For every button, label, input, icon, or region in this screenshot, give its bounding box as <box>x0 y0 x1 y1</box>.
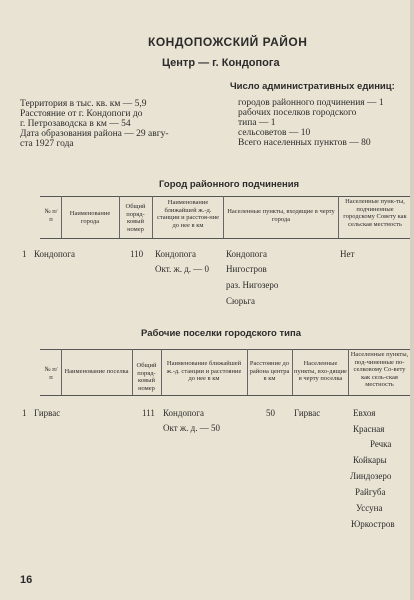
table1-cell-settlement: Сюрьга <box>226 296 256 306</box>
table2-header-subordinate: Населенные пункты, под-чиненные по-селковому Со-вету как сель-ская местность <box>350 351 409 388</box>
info-line: Территория в тыс. кв. км — 5,9 <box>20 99 147 109</box>
table2-cell-station: Кондопога <box>163 408 204 418</box>
table2-cell-subordinate: Райгуба <box>355 487 386 497</box>
table2-cell-subordinate: Уссуна <box>356 503 383 513</box>
table2-cell-settlement: Гирвас <box>294 408 321 418</box>
table2-header-general: Общий поряд-ковый номер <box>136 362 157 392</box>
table1-cell-name: Кондопога <box>34 249 75 259</box>
page-number: 16 <box>20 574 33 586</box>
table1-cell-settlement: Кондопога <box>226 249 267 259</box>
table2-cell-general: 111 <box>142 408 155 418</box>
table1-cell-general: 110 <box>130 249 144 259</box>
table1-cell-station-distance: Окт. ж. д. — 0 <box>155 264 210 274</box>
info-line: ста 1927 года <box>20 139 74 149</box>
info-line: г. Петрозаводска в км — 54 <box>20 119 131 129</box>
info-line: Всего населенных пунктов — 80 <box>238 138 371 148</box>
table2-header-name: Наименование поселка <box>64 368 129 375</box>
info-line: сельсоветов — 10 <box>238 128 311 138</box>
table1-header-subordinate: Населенные пунк-ты, подчиненные городскому Совету как сельская местность <box>343 198 407 228</box>
table2-cell-subordinate: Юркостров <box>351 519 395 529</box>
info-line: типа — 1 <box>238 118 276 128</box>
info-line: Дата образования района — 29 авгу- <box>20 129 169 139</box>
page-title: КОНДОПОЖСКИЙ РАЙОН <box>148 35 308 49</box>
table1-cell-num: 1 <box>22 249 27 259</box>
page-edge <box>410 0 414 600</box>
table1-cell-settlement: раз. Нигозеро <box>226 280 279 290</box>
table2-header-distance: Расстояние до района центра в км <box>249 360 290 382</box>
table2-cell-subordinate: Койкары <box>353 455 387 465</box>
page-subtitle: Центр — г. Кондопога <box>162 57 280 69</box>
table1-cell-settlement: Нигостров <box>226 264 267 274</box>
table1-cell-subordinate: Нет <box>340 249 355 259</box>
table2-header-station: Наименование ближайшей ж.-д. станции и расстояние до нее в км <box>166 360 242 382</box>
info-right-title: Число административных единиц: <box>230 81 395 92</box>
table1-title: Город районного подчинения <box>159 179 300 190</box>
table2-cell-name: Гирвас <box>34 408 61 418</box>
table2-cell-subordinate: Линдозеро <box>350 471 392 481</box>
table2-cell-subordinate: Речка <box>370 439 392 449</box>
table2-cell-distance: 50 <box>266 408 275 418</box>
table1-header-settlements: Населенные пункты, входящие в черту города <box>227 208 335 223</box>
info-line: городов районного подчинения — 1 <box>238 98 384 108</box>
table1-header-station: Наименование ближайшей ж.-д. станции и расстоя-ние до нее в км <box>156 199 220 229</box>
table1-header-general: Общий поряд-ковый номер <box>125 203 146 233</box>
table2-header-settlements: Населенные пункты, вхо-дящие в черту поселка <box>294 360 347 382</box>
table2-cell-subordinate: Красная <box>353 424 385 434</box>
table2-title: Рабочие поселки городского типа <box>141 328 301 339</box>
table2-header-num: № п/п <box>44 366 58 381</box>
table1-cell-station: Кондопога <box>155 249 196 259</box>
table2-cell-num: 1 <box>22 408 27 418</box>
info-line: рабочих поселков городского <box>238 108 357 118</box>
table1-header-name: Наименование города <box>69 210 111 225</box>
table1-header-num: № п/п <box>44 208 58 223</box>
info-line: Расстояние от г. Кондопоги до <box>20 109 143 119</box>
table2-cell-subordinate: Евхоя <box>353 408 376 418</box>
table2-cell-station-distance: Окт ж. д. — 50 <box>163 423 220 433</box>
